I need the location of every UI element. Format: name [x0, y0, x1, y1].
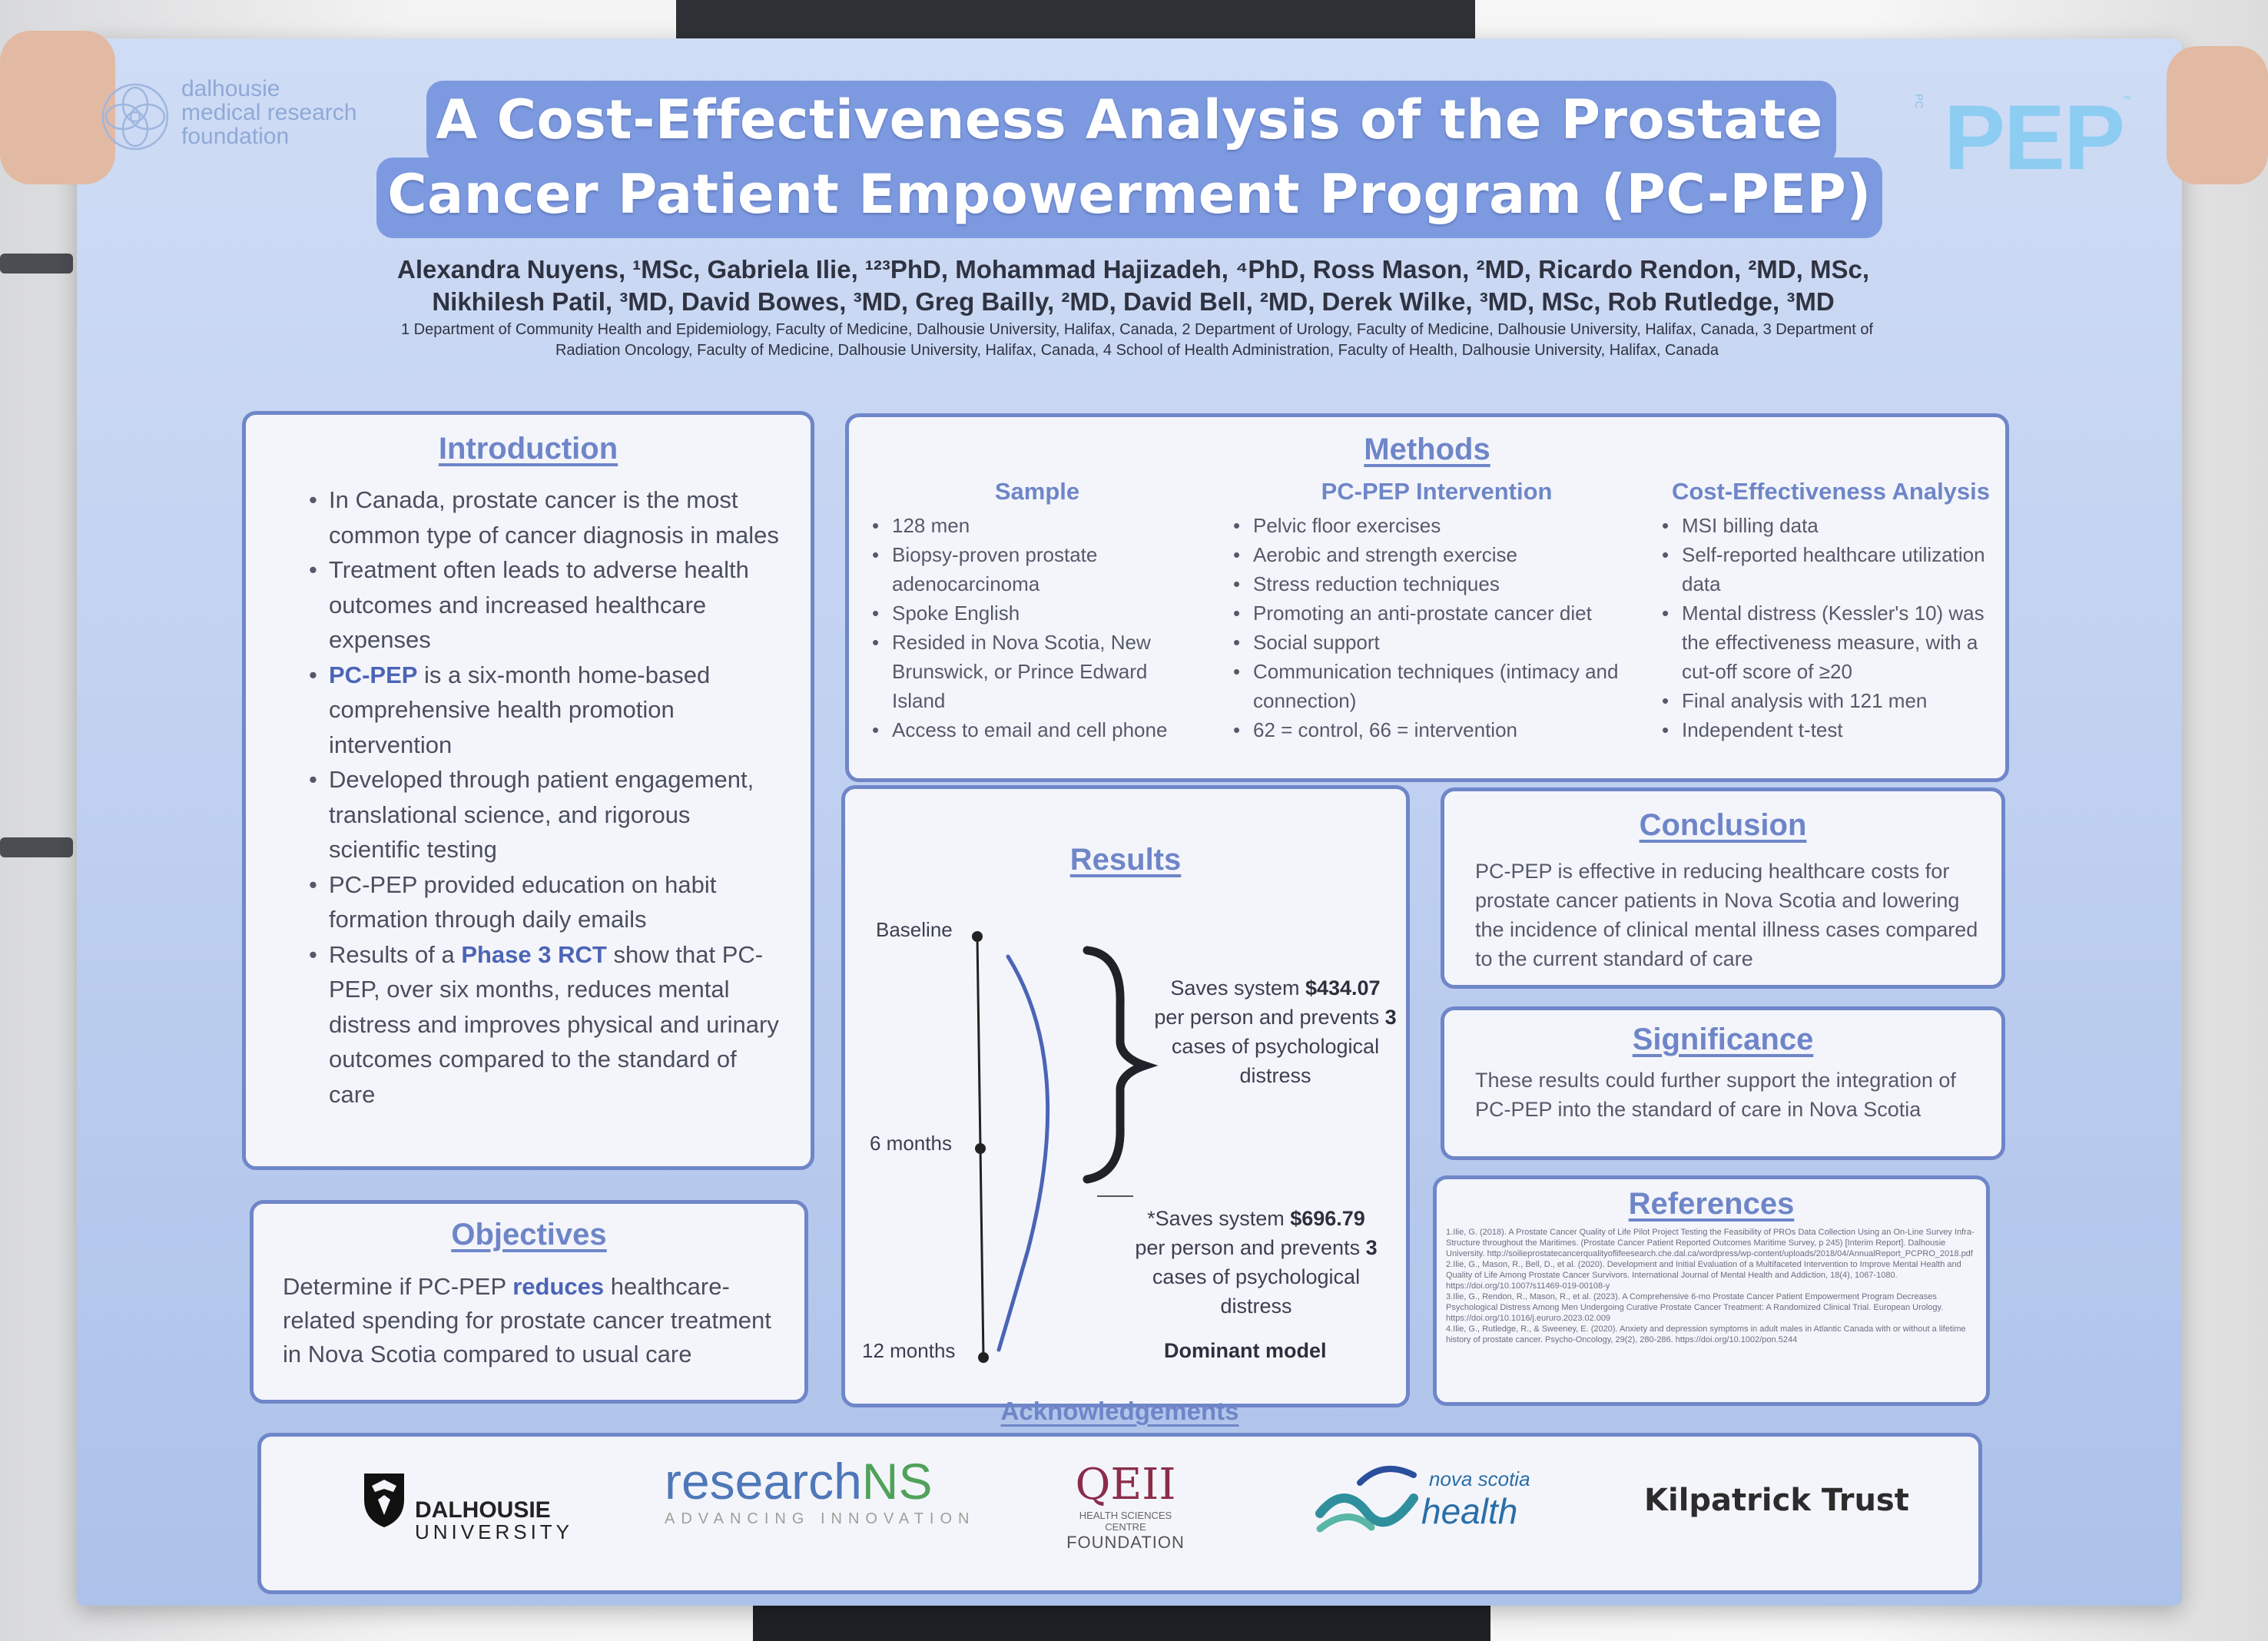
list-item: • Aerobic and strength exercise — [1233, 540, 1640, 569]
timeline-label-baseline: Baseline — [876, 918, 953, 941]
authors-line-1: Alexandra Nuyens, ¹MSc, Gabriela Ilie, ¹²³PhD, Mohammad Hajizadeh, ⁴PhD, Ross Mason, ²MD, Ricardo Rendon, ²MD, MSc, — [397, 255, 1869, 283]
nova-scotia-health-wave-icon — [1314, 1460, 1421, 1544]
introduction-box — [242, 411, 814, 1170]
dominant-model-label: Dominant model — [1164, 1339, 1327, 1362]
reference-item: 1.Ilie, G. (2018). A Prostate Cancer Quality of Life Pilot Project Testing the Feasibility of PROs Data Collection Using an On-Line Survey Infra-Structure throughout the Maritimes. (Prostate Cancer Patient Reported Outcomes Maritime Survey, p 245) [Interim Report]. Dalhousie University. http://soilieprostatecancerqualityoflifeesearch.che.dal.ca/wordpress/wp-content/uploads/2018/04/AnnualReport_PCPRO_2018.pdf — [1446, 1228, 1975, 1258]
conclusion-title: Conclusion — [1639, 808, 1807, 842]
qeii-foundation-logo: QEII HEALTH SCIENCES CENTRE FOUNDATION — [1066, 1460, 1185, 1552]
list-item: • Pelvic floor exercises — [1233, 511, 1640, 540]
affiliations: 1 Department of Community Health and Epidemiology, Faculty of Medicine, Dalhousie University, Halifax, Canada, 2 Department of Urology, Faculty of Medicine, Dalhousie University, Halifax, Canada, 3 Department of Radiation Oncology, Faculty of Medicine, Dalhousie University, Halifax, Canada, 4 School of Health Administration, Faculty of Health, Dalhousie University, Halifax, Canada — [400, 321, 1874, 359]
right-hand — [2167, 46, 2268, 184]
list-item: • Biopsy-proven prostate adenocarcinoma — [872, 540, 1202, 598]
cea-heading: Cost-Effectiveness Analysis — [1671, 478, 1991, 505]
nova-scotia-health-region: nova scotia — [1429, 1467, 1530, 1490]
poster-title-line-2: Cancer Patient Empowerment Program (PC-PEP) — [387, 163, 1872, 226]
methods-box — [845, 413, 2009, 782]
list-item: • In Canada, prostate cancer is the most common type of cancer diagnosis in males — [309, 482, 785, 552]
reference-item: 2.Ilie, G., Mason, R., Bell, D., et al. (2020). Development and Initial Evaluation of a Multifaceted Intervention to Improve Mental Health and Quality of Life Among Prostate Cancer Survivors. International Journal of Mental Health and Addiction, 18(4), 1067-1080. https://doi.org/10.1007/s11469-019-00108-y — [1446, 1260, 1961, 1291]
methods-cost-effectiveness — [1662, 477, 2000, 744]
left-hand — [0, 31, 115, 184]
nova-scotia-health-wordmark: health — [1421, 1491, 1518, 1531]
list-item: • MSI billing data — [1662, 511, 2000, 540]
methods-sample — [872, 477, 1202, 744]
list-item: • Treatment often leads to adverse health outcomes and increased healthcare expenses — [309, 552, 785, 658]
introduction-list — [309, 482, 785, 1112]
methods-intervention — [1233, 477, 1640, 744]
pc-pep-logo — [1913, 85, 2136, 189]
timeline-label-12-months: 12 months — [862, 1339, 956, 1362]
list-item: • Access to email and cell phone — [872, 715, 1202, 744]
introduction-title: Introduction — [438, 432, 618, 466]
authors-line-2: Nikhilesh Patil, ³MD, David Bowes, ³MD, Greg Bailly, ²MD, David Bell, ²MD, Derek Wilke, ³MD, MSc, Rob Rutledge, ³MD — [432, 287, 1835, 316]
sample-heading: Sample — [994, 478, 1080, 505]
acknowledgements-title: Acknowledgements — [1000, 1397, 1239, 1425]
conclusion-box — [1441, 787, 2005, 989]
list-item: • Communication techniques (intimacy and connection) — [1233, 657, 1640, 715]
research-ns-wordmark: researchNS — [665, 1453, 933, 1510]
references-box — [1433, 1175, 1990, 1406]
list-item: • Independent t-test — [1662, 715, 2000, 744]
acknowledgements-box — [257, 1397, 1982, 1594]
references-list — [1446, 1227, 1984, 1345]
objectives-box — [250, 1200, 808, 1404]
results-title: Results — [1069, 843, 1182, 877]
dmrf-knot-icon — [100, 81, 171, 152]
list-item: • Promoting an anti-prostate cancer diet — [1233, 598, 1640, 628]
kilpatrick-trust-logo: Kilpatrick Trust — [1644, 1483, 1909, 1518]
reference-item: 4.Ilie, G., Rutledge, R., & Sweeney, E. (2020). Anxiety and depression symptoms in adult males in Atlantic Canada with or without a lifetime history of prostate cancer. Psycho-Oncology, 29(2), 280-286. https://doi.org/10.1002/pon.5244 — [1446, 1324, 1966, 1344]
timeline-label-6-months: 6 months — [870, 1132, 952, 1155]
significance-box — [1441, 1006, 2005, 1160]
dmrf-wordmark: dalhousie medical research foundation — [181, 76, 357, 149]
timeline-dot-12-months — [978, 1352, 989, 1363]
results-box — [841, 785, 1410, 1407]
dalhousie-wordmark: DALHOUSIE UNIVERSITY — [415, 1497, 574, 1543]
poster-title-line-1: A Cost-Effectiveness Analysis of the Prostate — [436, 88, 1823, 151]
significance-text: These results could further support the integration of PC-PEP into the standard of care in Nova Scotia — [1475, 1069, 1956, 1121]
methods-title: Methods — [1364, 433, 1490, 466]
list-item: • Final analysis with 121 men — [1662, 686, 2000, 715]
list-item: • Mental distress (Kessler's 10) was the effectiveness measure, with a cut-off score of ≥20 — [1662, 598, 2000, 686]
research-ns-tagline: ADVANCING INNOVATION — [665, 1510, 976, 1527]
reference-item: 3.Ilie, G., Rendon, R., Mason, R., et al. (2023). A Comprehensive 6-mo Prostate Cancer Patient Empowerment Program Decreases Psychological Distress Among Men Undergoing Curative Prostate Cancer Treatment: A Randomized Clinical Trial. European Urology. https://doi.org/10.1016/j.eururo.2023.02.009 — [1446, 1292, 1944, 1323]
timeline-dot-6-months — [975, 1143, 986, 1154]
authors — [346, 254, 1921, 318]
results-arc — [999, 956, 1048, 1350]
timeline-dot-baseline — [972, 931, 983, 942]
references-title: References — [1628, 1187, 1795, 1221]
list-item: • Social support — [1233, 628, 1640, 657]
list-item: • Self-reported healthcare utilization data — [1662, 540, 2000, 598]
trademark-icon: ™ — [2122, 94, 2131, 104]
list-item: • PC-PEP provided education on habit formation through daily emails — [309, 867, 785, 937]
dalhousie-crest-icon — [361, 1469, 407, 1530]
significance-title: Significance — [1632, 1023, 1814, 1056]
list-item: • Spoke English — [872, 598, 1202, 628]
list-item: • Resided in Nova Scotia, New Brunswick, or Prince Edward Island — [872, 628, 1202, 715]
list-item: • PC-PEP is a six-month home-based comprehensive health promotion intervention — [309, 658, 785, 763]
dalhousie-logo — [361, 1469, 592, 1543]
backdrop-stand — [0, 254, 31, 1483]
dmrf-logo — [100, 77, 392, 161]
objectives-title: Objectives — [451, 1218, 607, 1251]
results-brace-icon — [1087, 950, 1145, 1179]
research-ns-logo — [665, 1452, 987, 1552]
pc-logo-small: PC — [1913, 94, 1925, 109]
list-item: • Results of a Phase 3 RCT show that PC-PEP, over six months, reduces mental distress and improves physical and urinary outcomes compared to the standard of care — [309, 937, 785, 1112]
results-12-month-savings: *Saves system $696.79 per person and prevents 3 cases of psychological distress — [1135, 1207, 1378, 1318]
list-item: • Developed through patient engagement, translational science, and rigorous scientific testing — [309, 762, 785, 867]
objectives-text: Determine if PC-PEP reduces healthcare-related spending for prostate cancer treatment in Nova Scotia compared to usual care — [283, 1273, 771, 1368]
list-item: • 62 = control, 66 = intervention — [1233, 715, 1640, 744]
conclusion-text: PC-PEP is effective in reducing healthcare costs for prostate cancer patients in Nova Scotia and lowering the incidence of clinical mental illness cases compared to the current standard of care — [1475, 860, 1978, 970]
nova-scotia-health-logo — [1314, 1452, 1544, 1560]
results-6-month-savings: Saves system $434.07 per person and prevents 3 cases of psychological distress — [1154, 976, 1397, 1087]
list-item: • 128 men — [872, 511, 1202, 540]
list-item: • Stress reduction techniques — [1233, 569, 1640, 598]
pep-logo-text: PEP — [1944, 86, 2124, 189]
intervention-heading: PC-PEP Intervention — [1321, 478, 1553, 505]
